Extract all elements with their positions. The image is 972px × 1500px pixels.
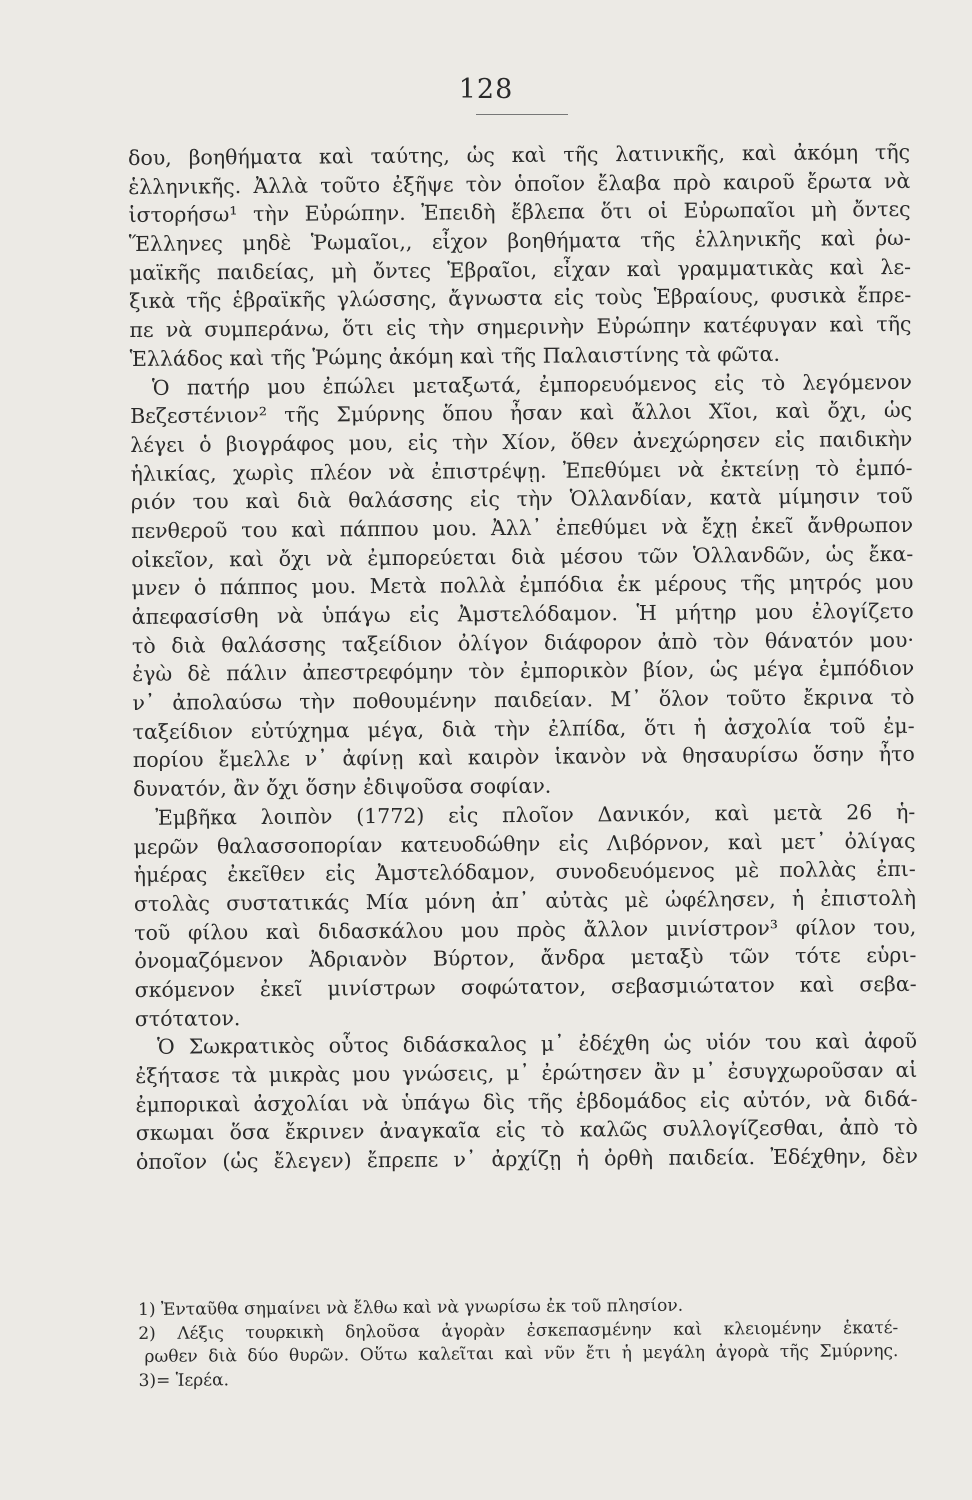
text-line: στολὰς συστατικάς Μία μόνη ἀπ᾽ αὐτὰς μὲ ὠφέλησεν, ἡ ἐπιστολὴ [133,885,917,916]
text-line: Ἑλλάδος καὶ τῆς Ῥώμης ἀκόμη καὶ τῆς Παλαιστίνης τὰ φῶτα. [129,341,780,371]
text-line: ἀπεφασίσθη νὰ ὑπάγω εἰς Ἀμστελόδαμον. Ἡ μήτηρ μου ἐλογίζετο [131,598,914,629]
body-text [128,138,918,1177]
text-line: Ὁ πατήρ μου ἐπώλει μεταξωτά, ἐμπορευόμενος εἰς τὸ λεγόμενον [151,369,912,400]
text-line: οἰκεῖον, καὶ ὄχι νὰ ἐμπορεύεται διὰ μέσου τῶν Ὁλλανδῶν, ὡς ἔκα- [131,541,914,572]
text-line: ξικὰ τῆς ἑβραϊκῆς γλώσσης, ἄγνωστα εἰς τοὺς Ἑβραίους, φυσικὰ ἔπρε- [129,283,912,314]
page-number-rule [476,114,568,115]
text-line: λέγει ὁ βιογράφος μου, εἰς τὴν Χίον, ὅθεν ἀνεχώρησεν εἰς παιδικὴν [130,426,913,457]
text-line: ἑλληνικῆς. Ἀλλὰ τοῦτο ἐξῆψε τὸν ὁποῖον ἔλαβα πρὸ καιροῦ ἔρωτα νὰ [128,168,911,199]
text-line: ριόν του καὶ διὰ θαλάσσης εἰς τὴν Ὁλλανδίαν, κατὰ μίμησιν τοῦ [130,484,913,515]
footnotes [138,1293,899,1393]
text-line: ἐμπορικαὶ ἀσχολίαι νὰ ὑπάγω δὶς τῆς ἑβδομάδος εἰς αὐτόν, νὰ διδά- [135,1086,918,1117]
text-line: μερῶν θαλασσοπορίαν κατευοδώθην εἰς Λιβόρνον, καὶ μετ᾽ ὀλίγας [133,828,916,859]
text-line: πε νὰ συμπεράνω, ὅτι εἰς τὴν σημερινὴν Εὐρώπην κατέφυγαν καὶ τῆς [129,311,912,343]
text-line: Ἕλληνες μηδὲ Ῥωμαῖοι,, εἶχον βοηθήματα τῆς ἑλληνικῆς καὶ ῥω- [128,225,911,257]
text-line: ἡμέρας ἐκεῖθεν εἰς Ἀμστελόδαμον, συνοδευόμενος μὲ πολλὰς ἐπι- [133,857,916,888]
footnote-line: 3)= Ἱερέα. [138,1369,230,1391]
footnote-line: 1) Ἐνταῦθα σημαίνει νὰ ἔλθω καὶ νὰ γνωρίσω ἐκ τοῦ πλησίον. [138,1295,684,1320]
text-line: σκόμενον ἐκεῖ μινίστρων σοφώτατον, σεβασμιώτατον καὶ σεβα- [134,971,917,1002]
text-line: ὀνομαζόμενον Ἀδριανὸν Βύρτον, ἄνδρα μεταξὺ τῶν τότε εὑρι- [134,943,917,974]
text-line: μνεν ὁ πάππος μου. Μετὰ πολλὰ ἐμπόδια ἐκ μέρους τῆς μητρός μου [131,570,914,601]
text-line: Βεζεστένιον² τῆς Σμύρνης ὅπου ἦσαν καὶ ἄλλοι Χῖοι, καὶ ὄχι, ὡς [130,398,913,429]
text-line: ταξείδιον εὐτύχημα μέγα, διὰ τὴν ἐλπίδα, ὅτι ἡ ἀσχολία τοῦ ἐμ- [132,713,915,744]
text-line: ὁποῖον (ὡς ἔλεγεν) ἔπρεπε ν᾽ ἀρχίζῃ ἡ ὀρθὴ παιδεία. Ἐδέχθην, δὲν [135,1143,919,1175]
text-line: πενθεροῦ του καὶ πάππου μου. Ἀλλ᾽ ἐπεθύμει νὰ ἔχῃ ἐκεῖ ἄνθρωπον [130,512,914,543]
text-line: δυνατόν, ἂν ὄχι ὅσην ἐδιψοῦσα σοφίαν. [132,773,552,802]
text-line: τὸ διὰ θαλάσσης ταξείδιον ὀλίγον διάφορον ἀπὸ τὸν θάνατόν μου· [131,627,915,658]
text-line: ἐγὼ δὲ πάλιν ἀπεστρεφόμην τὸν ἐμπορικὸν βίον, ὡς μέγα ἐμπόδιον [132,656,915,687]
text-line: τοῦ φίλου καὶ διδασκάλου μου πρὸς ἄλλον μινίστρον³ φίλον του, [134,914,917,945]
text-line: σκωμαι ὅσα ἔκρινεν ἀναγκαῖα εἰς τὸ καλῶς συλλογίζεσθαι, ἀπὸ τὸ [135,1115,918,1146]
text-line: Ἐμβῆκα λοιπὸν (1772) εἰς πλοῖον Δανικόν, καὶ μετὰ 26 ἡ- [155,799,916,830]
footnote-line: ρωθεν διὰ δύο θυρῶν. Οὕτω καλεῖται καὶ νῦν ἔτι ἡ μεγάλη ἀγορὰ τῆς Σμύρνης. [144,1341,899,1367]
text-line: στότατον. [134,1005,241,1031]
text-line: δου, βοηθήματα καὶ ταύτης, ὡς καὶ τῆς λατινικῆς, καὶ ἀκόμη τῆς [128,139,911,170]
text-line: μαϊκῆς παιδείας, μὴ ὄντες Ἑβραῖοι, εἶχαν καὶ γραμματικὰς καὶ λε- [128,254,912,285]
text-line: ἱστορήσω¹ τὴν Εὐρώπην. Ἐπειδὴ ἔβλεπα ὅτι οἱ Εὐρωπαῖοι μὴ ὄντες [128,197,911,228]
text-line: ν᾽ ἀπολαύσω τὴν ποθουμένην παιδείαν. Μ᾽ ὅλον τοῦτο ἔκρινα τὸ [132,684,915,716]
text-line: Ὁ Σωκρατικὸς οὗτος διδάσκαλος μ᾽ ἐδέχθη ὡς υἱόν του καὶ ἀφοῦ [156,1029,918,1060]
footnote-line: 2) Λέξις τουρκικὴ δηλοῦσα ἀγορὰν ἐσκεπασμένην καὶ κλειομένην ἑκατέ- [138,1317,899,1344]
text-line: πορίου ἔμελλε ν᾽ ἀφίνῃ καὶ καιρὸν ἱκανὸν νὰ θησαυρίσω ὅσην ἦτο [132,742,915,773]
text-line: ἐξήτασε τὰ μικρὰς μου γνώσεις, μ᾽ ἐρώτησεν ἂν μ᾽ ἐσυγχωροῦσαν αἱ [135,1057,918,1088]
text-line: ἡλικίας, χωρὶς πλέον νὰ ἐπιστρέψῃ. Ἐπεθύμει νὰ ἐκτείνῃ τὸ ἐμπό- [130,455,913,486]
page-number: 128 [458,74,514,105]
